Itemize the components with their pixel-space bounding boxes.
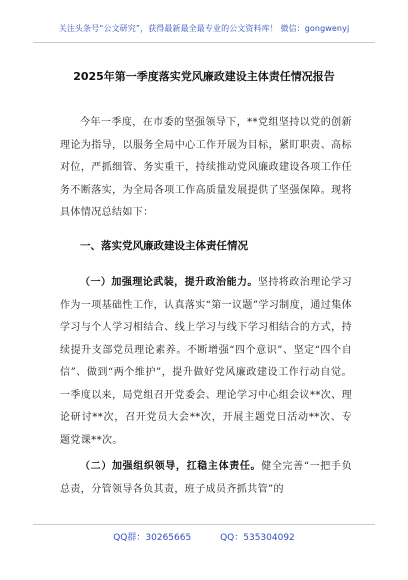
paragraph-2-body: 健全完善“一把手负总责，分管领导各负其责，班子成员齐抓共管”的 [60,461,352,495]
paragraph-2-lead: （二）加强组织领导，扛稳主体责任。 [80,461,262,472]
intro-paragraph: 今年一季度，在市委的坚强领导下，**党组坚持以党的创新理论为指导，以服务全局中心工作开展为目标，紧盯职责、高标对位，严抓细管、务实重干，持续推动党风廉政建设各项工作任务不断落实，为全局各项工作高质量发展提供了坚强保障。现将具体情况总结如下： [60,117,352,218]
footer-qq: QQ：535304092 [220,533,295,543]
paragraph-1-body: 坚持将政治理论学习作为一项基础性工作，认真落实“第一议题”学习制度，通过集体学习与个人学习相结合、线上学习与线下学习相结合的方式，持续提升支部党员理论素养。不断增强“四个意识”、坚定“四个自信”、做到“两个维护”，提升做好党风廉政建设工作行动自觉。一季度以来，局党组召开党委会、理论学习中心组会议**次、理论研讨**次，召开党员大会**次，开展主题党日活动**次、专题党课**次。 [60,277,352,446]
footer-qq-group: QQ群：30265665 [113,533,192,543]
paragraph-1-lead: （一）加强理论武装，提升政治能力。 [80,277,258,288]
paragraph-2 [60,456,352,501]
paragraph-1 [60,272,352,452]
footer-contact [0,530,408,543]
section-heading-1: 一、落实党风廉政建设主体责任情况 [80,240,248,252]
header-divider [33,42,375,43]
document-title: 2025年第一季度落实党风廉政建设主体责任情况报告 [73,70,335,83]
footer-divider [33,524,375,525]
header-banner: 关注头条号“公文研究”，获得最新最全最专业的公文资料库！ 微信：gongwenyj [58,24,350,33]
